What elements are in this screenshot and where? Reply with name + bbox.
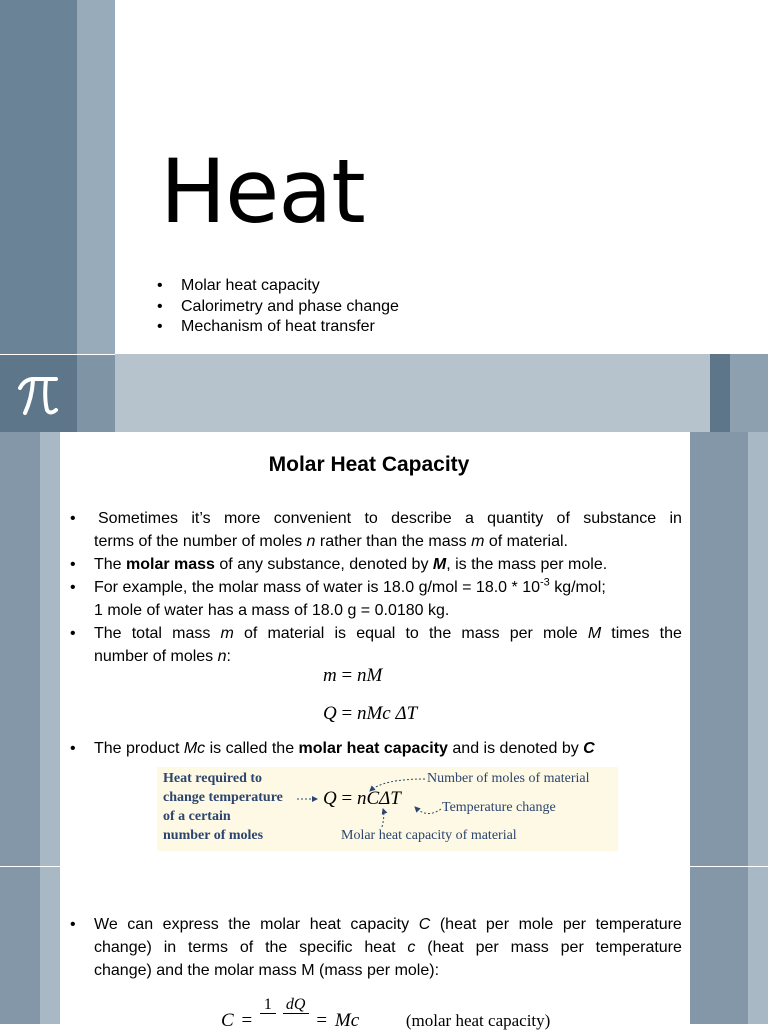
word: it’s [191,510,211,527]
figure-arrows [157,767,618,851]
justified-line [70,507,682,530]
equation-mass: m = nM [323,665,383,686]
word: more [223,510,261,527]
bullet-glyph: • [70,510,76,527]
topic-item: • Mechanism of heat transfer [157,317,399,338]
word: Sometimes [98,510,179,527]
word: in [669,510,682,527]
left-band-light [77,0,115,354]
bullet-paragraph [70,507,682,553]
justified-line: change) in terms of the specific heat c (heat per mass per temperature [94,939,682,956]
strip-block-right-light [730,354,768,432]
topic-item: • Molar heat capacity [157,276,399,297]
figure-equation: Q = nCΔT [323,788,401,809]
figure-label: Number of moles of material [427,771,590,786]
bullet-paragraph [70,553,682,576]
justified-line: We can express the molar heat capacity C (heat per mole per temperature [94,916,682,933]
figure-label: Heat required to [163,771,263,786]
equation-heat: Q = nMc ΔT [323,703,418,724]
divider [0,354,115,355]
figure-label: of a certain [163,809,231,824]
word: of [556,510,570,527]
section-title: Molar Heat Capacity [268,453,470,476]
left-band-light [40,432,60,1024]
topic-item: • Calorimetry and phase change [157,297,399,318]
text-line: 1 mole of water has a mass of 18.0 g = 0.0180 kg. [94,602,450,619]
figure-label: number of moles [163,828,264,843]
left-band-dark [0,432,40,1024]
text-line: • The molar mass of any substance, denoted by M, is the mass per mole. [70,556,608,573]
right-band-dark [690,432,748,1024]
slide-title: Heat [160,140,365,243]
figure-label: change temperature [163,790,283,805]
bullet-paragraph: • We can express the molar heat capacity C (heat per mole per temperature change) in terms of the specific heat c (heat per mass per temperature change) and the molar mass M (mass per mole): [70,913,682,982]
word: to [364,510,378,527]
topic-list [157,276,399,338]
figure-label: Molar heat capacity of material [341,828,517,843]
word: describe [391,510,452,527]
pi-symbol-icon [16,358,62,428]
word: substance [583,510,657,527]
strip-block-mid [77,354,115,432]
bullet-paragraph [70,737,682,760]
divider [0,866,60,867]
word: a [464,510,474,527]
word: quantity [487,510,544,527]
equation-molar-heat: C = 1 dQ = Mc (molar heat capacity) [221,996,551,1031]
left-band-dark [0,0,77,354]
justified-line: The total mass m of material is equal to the mass per mole M times the [94,625,682,642]
bullet-paragraph [70,576,682,622]
divider [690,866,768,867]
text-line: • The product Mc is called the molar heat capacity and is denoted by C [70,740,595,757]
molar-heat-figure [157,767,618,851]
strip-bar [115,354,710,432]
right-band-light [748,432,768,1024]
strip-block-right-dark [710,354,730,432]
figure-label: Temperature change [442,800,556,815]
bullet-paragraph: • The total mass m of material is equal to the mass per mole M times the number of moles n: [70,622,682,668]
text-line: change) and the molar mass M (mass per mole): [94,962,440,979]
text-line: • For example, the molar mass of water is 18.0 $g/mol = 18.0 * 10^{-3}$ kg/mol; [70,576,606,596]
text-line: terms of the number of moles n rather than the mass m of material. [94,533,568,550]
text-line: number of moles n: [94,648,231,665]
word: convenient [273,510,352,527]
